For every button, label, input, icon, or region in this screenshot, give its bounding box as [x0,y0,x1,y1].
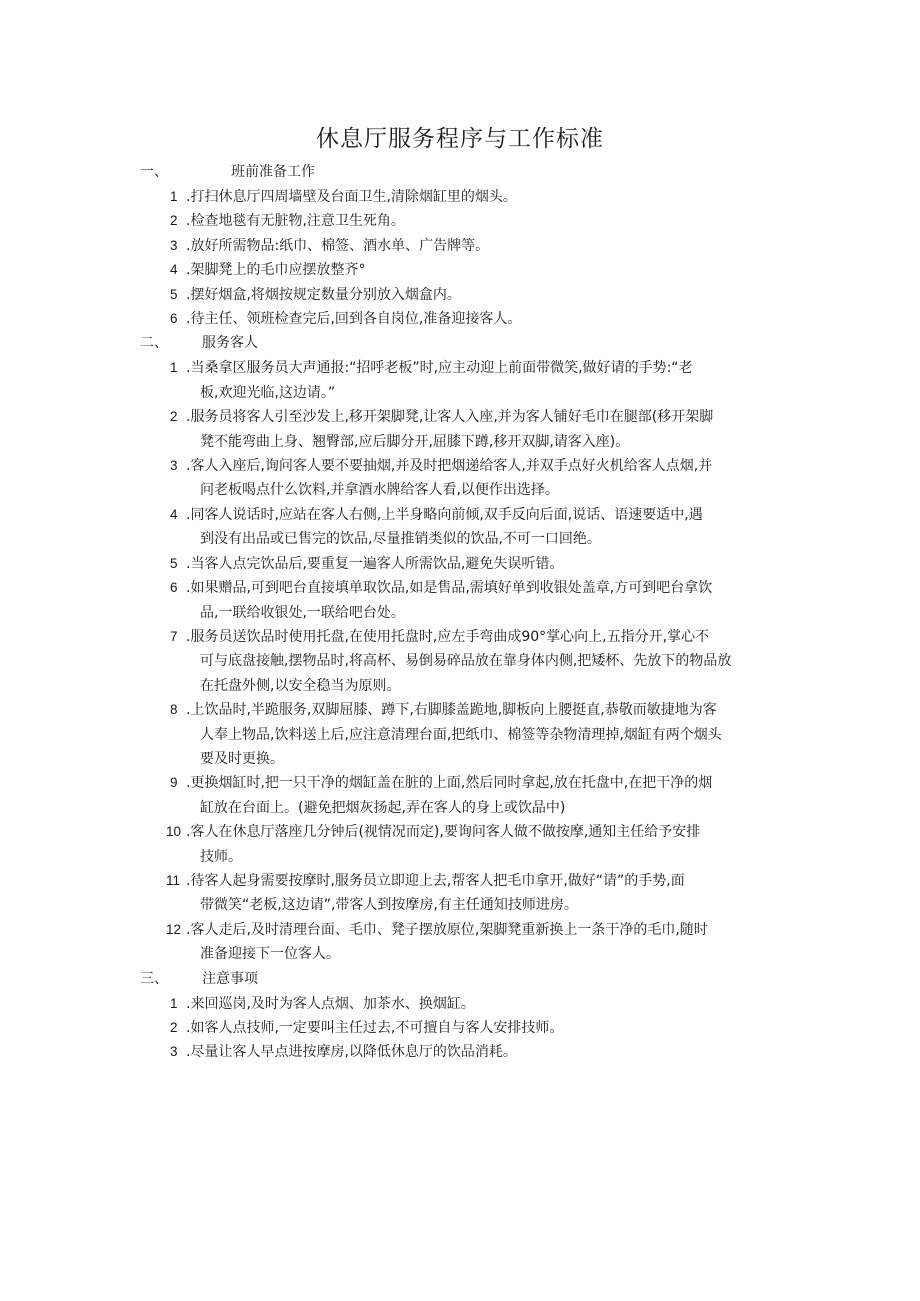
item-text: .架脚凳上的毛巾应摆放整齐° [186,262,366,279]
list-item [0,625,920,698]
item-text: .来回巡岗,及时为客人点烟、加茶水、换烟缸。 [186,995,475,1012]
item-number: 12 [166,921,182,937]
item-text: .如客人点技师,一定要叫主任过去,不可擅自与客人安排技师。 [186,1020,564,1036]
list-item [0,503,920,552]
item-text-line: .服务员送饮品时使用托盘,在使用托盘时,应左手弯曲成90°掌心向上,五指分开,掌心不 [186,628,710,645]
list-item [0,185,920,209]
list-item [0,356,920,405]
item-text-line: 在托盘外侧,以安全稳当为原则。 [200,677,401,694]
list-item [0,992,920,1016]
item-text-line: 板,欢迎光临,这边请。” [200,384,336,401]
list-item [0,234,920,258]
section-header [0,160,920,185]
section-heading: 注意事项 [202,970,258,987]
item-text-line: .客人在休息厅落座几分钟后(视情况而定),要询问客人做不做按摩,通知主任给予安排 [186,824,701,841]
item-number: 10 [166,824,182,840]
item-number: 6 [170,311,178,327]
item-number: 5 [170,286,178,302]
item-text-line: 可与底盘接触,摆物品时,将高杯、易倒易碎品放在靠身体内侧,把矮杯、先放下的物品放 [200,653,732,670]
list-item [0,307,920,331]
list-item [0,552,920,576]
item-text-line: 带微笑“老板,这边请”,带客人到按摩房,有主任通知技师进房。 [200,897,578,914]
section-header [0,331,920,356]
list-item [0,405,920,454]
list-item [0,283,920,307]
item-text: .摆好烟盒,将烟按规定数量分别放入烟盒内。 [186,286,461,303]
section-service [0,331,920,966]
item-text-line: 到没有出品或已售完的饮品,尽量推销类似的饮品,不可一口回绝。 [200,531,601,548]
item-text-line: 技师。 [200,848,242,865]
section-preparation [0,160,920,331]
list-item [0,820,920,869]
list-item [0,1040,920,1064]
item-text-line: 问老板喝点什么饮料,并拿酒水牌给客人看,以便作出选择。 [200,482,559,499]
list-item [0,209,920,233]
item-number: 1 [170,360,178,376]
item-number: 1 [170,995,178,1011]
item-number: 3 [170,458,178,474]
item-number: 1 [170,189,178,204]
item-number: 2 [170,1020,178,1035]
item-text-line: 人奉上物品,饮料送上后,应注意清理台面,把纸巾、棉签等杂物清理掉,烟缸有两个烟头 [200,726,722,743]
item-text: .打扫休息厅四周墙壁及台面卫生,清除烟缸里的烟头。 [186,189,517,205]
section-heading: 班前准备工作 [231,164,315,180]
item-number: 2 [170,213,178,229]
item-text-line: .当客人点完饮品后,要重复一遍客人所需饮品,避免失误听错。 [186,555,564,572]
item-text-line: .服务员将客人引至沙发上,移开架脚凳,让客人入座,并为客人铺好毛巾在腿部(移开架脚 [186,409,714,426]
item-number: 7 [170,628,178,644]
item-number: 6 [170,580,178,596]
item-text-line: 准备迎接下一位客人。 [200,946,340,963]
item-number: 2 [170,409,178,425]
item-text: .尽量让客人早点进按摩房,以降低休息厅的饮品消耗。 [186,1044,517,1061]
item-text-line: .同客人说话时,应站在客人右侧,上半身略向前倾,双手反向后面,说话、语速要适中,遇 [186,506,703,523]
item-text-line: 凳不能弯曲上身、翘臀部,应后脚分开,屈膝下蹲,移开双脚,请客入座)。 [200,433,630,450]
section-heading: 服务客人 [202,335,258,352]
item-text-line: .如果赠品,可到吧台直接填单取饮品,如是售品,需填好单到收银处盖章,方可到吧台拿饮 [186,580,713,597]
item-number: 9 [170,775,178,791]
item-number: 11 [166,872,181,888]
list-item [0,918,920,967]
item-text-line: .当桑拿区服务员大声通报:“招呼老板”时,应主动迎上前面带微笑,做好请的手势:“老 [186,360,693,377]
item-text-line: .客人走后,及时清理台面、毛巾、凳子摆放原位,架脚凳重新换上一条干净的毛巾,随时 [186,921,708,938]
item-text-line: .待客人起身需要按摩时,服务员立即迎上去,帮客人把毛巾拿开,做好“请”的手势,面 [186,872,685,889]
item-text-line: 缸放在台面上。(避免把烟灰扬起,弄在客人的身上或饮品中) [200,799,566,816]
item-number: 5 [170,555,178,571]
item-text-line: 品,一联给收银处,一联给吧台处。 [200,604,405,621]
list-item [0,698,920,771]
list-item [0,771,920,820]
list-item [0,454,920,503]
section-header [0,967,920,992]
document-body [0,160,920,1065]
list-item [0,258,920,282]
item-text-line: .更换烟缸时,把一只干净的烟缸盖在脏的上面,然后同时拿起,放在托盘中,在把干净的烟 [186,775,713,792]
list-item [0,869,920,918]
item-number: 3 [170,237,178,253]
item-number: 8 [170,702,178,718]
list-item [0,1016,920,1040]
item-number: 4 [170,506,178,522]
section-number: 三、 [140,970,168,987]
list-item [0,576,920,625]
item-text: .待主任、领班检查完后,回到各自岗位,准备迎接客人。 [186,311,522,328]
section-number: 二、 [140,335,168,352]
section-notes [0,967,920,1065]
item-text: .检查地毯有无脏物,注意卫生死角。 [186,213,405,230]
item-text-line: 要及时更换。 [200,750,284,767]
item-number: 4 [170,262,178,278]
item-number: 3 [170,1044,178,1060]
item-text: .放好所需物品:纸巾、棉签、酒水单、广告牌等。 [186,237,490,254]
page-title: 休息厅服务程序与工作标准 [316,126,604,152]
item-text-line: .客人入座后,询问客人要不要抽烟,并及时把烟递给客人,并双手点好火机给客人点烟,并 [186,458,713,475]
item-text-line: .上饮品时,半跪服务,双脚屈膝、蹲下,右脚膝盖跪地,脚板向上腰挺直,恭敬而敏捷地为客 [186,702,717,719]
section-number: 一、 [140,164,168,180]
